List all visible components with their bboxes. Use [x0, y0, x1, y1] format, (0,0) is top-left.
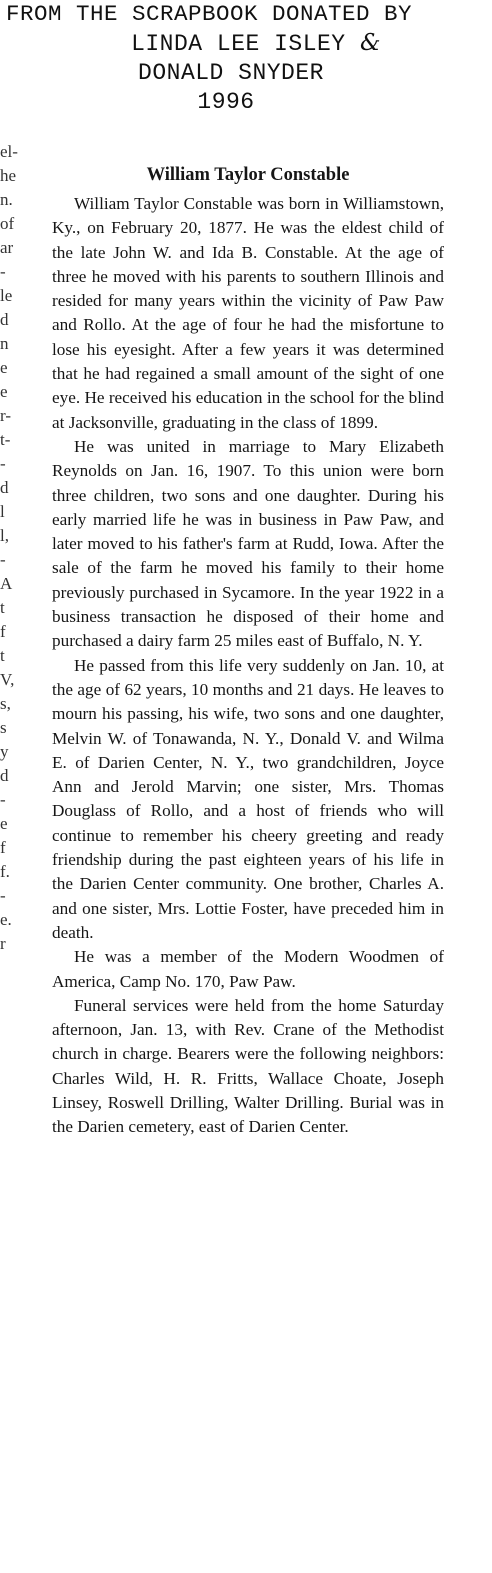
column-fragment: y	[0, 742, 9, 761]
column-fragment: r	[0, 934, 6, 953]
column-fragment: s,	[0, 694, 11, 713]
column-fragment: l	[0, 502, 5, 521]
scrapbook-header	[0, 0, 492, 117]
column-fragment: d	[0, 766, 9, 785]
column-fragment: of	[0, 214, 15, 233]
column-fragment: n	[0, 334, 9, 353]
header-year: 1996	[197, 89, 255, 115]
column-fragment: e	[0, 358, 8, 377]
column-fragment: d	[0, 310, 9, 329]
column-fragment: d	[0, 478, 9, 497]
column-fragment: ar	[0, 238, 14, 257]
column-fragment: n.	[0, 190, 13, 209]
header-donor-name-2: DONALD SNYDER	[138, 60, 324, 86]
adjacent-column-fragments	[0, 140, 28, 1560]
obituary-paragraph-1: William Taylor Constable was born in Williamstown, Ky., on February 20, 1877. He was the eldest child of the late John W. and Ida B. Constable. At the age of three he moved with his parents to southern Illinois and resided for many years within the vicinity of Paw Paw and Rollo. At the age of four he had the misfortune to lose his eyesight. After a few years it was determined that he had regained a small amount of the sight of one eye. He received his education in the school for the blind at Jacksonville, graduating in the class of 1899.	[52, 194, 444, 432]
donor-name-1: LINDA LEE ISLEY	[131, 31, 346, 57]
column-fragment: -	[0, 454, 6, 473]
column-fragment: he	[0, 166, 17, 185]
column-fragment: V,	[0, 670, 15, 689]
column-fragment: -	[0, 550, 6, 569]
column-fragment: e	[0, 814, 8, 833]
obituary-paragraph-2: He was united in marriage to Mary Elizabeth Reynolds on Jan. 16, 1907. To this union were born three children, two sons and one daughter. During his early married life he was in business in Paw Paw, and later moved to his father's farm at Rudd, Iowa. After the sale of the farm he moved his family to their home previously purchased in Sycamore. In the year 1922 in a business transaction he disposed of their home and purchased a dairy farm 25 miles east of Buffalo, N. Y.	[52, 436, 444, 651]
obituary-paragraph-4: He was a member of the Modern Woodmen of America, Camp No. 170, Paw Paw.	[52, 947, 444, 991]
column-fragment: A	[0, 574, 13, 593]
column-fragment: -	[0, 262, 6, 281]
column-fragment: l,	[0, 526, 9, 545]
column-fragment: le	[0, 286, 13, 305]
column-fragment: e.	[0, 910, 12, 929]
newspaper-clipping	[52, 148, 444, 1140]
obituary-paragraph-3: He passed from this life very suddenly on Jan. 10, at the age of 62 years, 10 months and 21 days. He leaves to mourn his passing, his wife, two sons and one daughter, Melvin W. of Tonawanda, N. Y., Donald V. and Wilma E. of Darien Center, N. Y., two grandchildren, Joyce Ann and Jerold Marvin; one sister, Mrs. Thomas Douglass of Rollo, and a host of friends who will continue to remember his cheery greeting and ready friendship during the past eighteen years of his life in the Darien Center community. One brother, Charles A. and one sister, Mrs. Lottie Foster, have preceded him in death.	[52, 655, 444, 942]
column-fragment: f	[0, 622, 6, 641]
column-fragment: t	[0, 646, 5, 665]
column-fragment: s	[0, 718, 7, 737]
handwritten-ampersand: &	[359, 30, 381, 56]
column-fragment: t-	[0, 430, 11, 449]
obituary-paragraph-5: Funeral services were held from the home Saturday afternoon, Jan. 13, with Rev. Crane of the Methodist church in charge. Bearers were the following neighbors: Charles Wild, H. R. Fritts, Wallace Choate, Joseph Linsey, Roswell Drilling, Walter Drilling. Burial was in the Darien cemetery, east of Darien Center.	[52, 995, 444, 1137]
column-fragment: -	[0, 790, 6, 809]
column-fragment: el-	[0, 142, 18, 161]
column-fragment: t	[0, 598, 5, 617]
column-fragment: -	[0, 886, 6, 905]
column-fragment: f	[0, 838, 6, 857]
header-donor-name-1	[0, 29, 492, 59]
column-fragment: e	[0, 382, 8, 401]
obituary-title: William Taylor Constable	[146, 165, 350, 185]
column-fragment: r-	[0, 406, 11, 425]
column-fragment: f.	[0, 862, 10, 881]
header-donated-line: FROM THE SCRAPBOOK DONATED BY	[6, 1, 413, 27]
